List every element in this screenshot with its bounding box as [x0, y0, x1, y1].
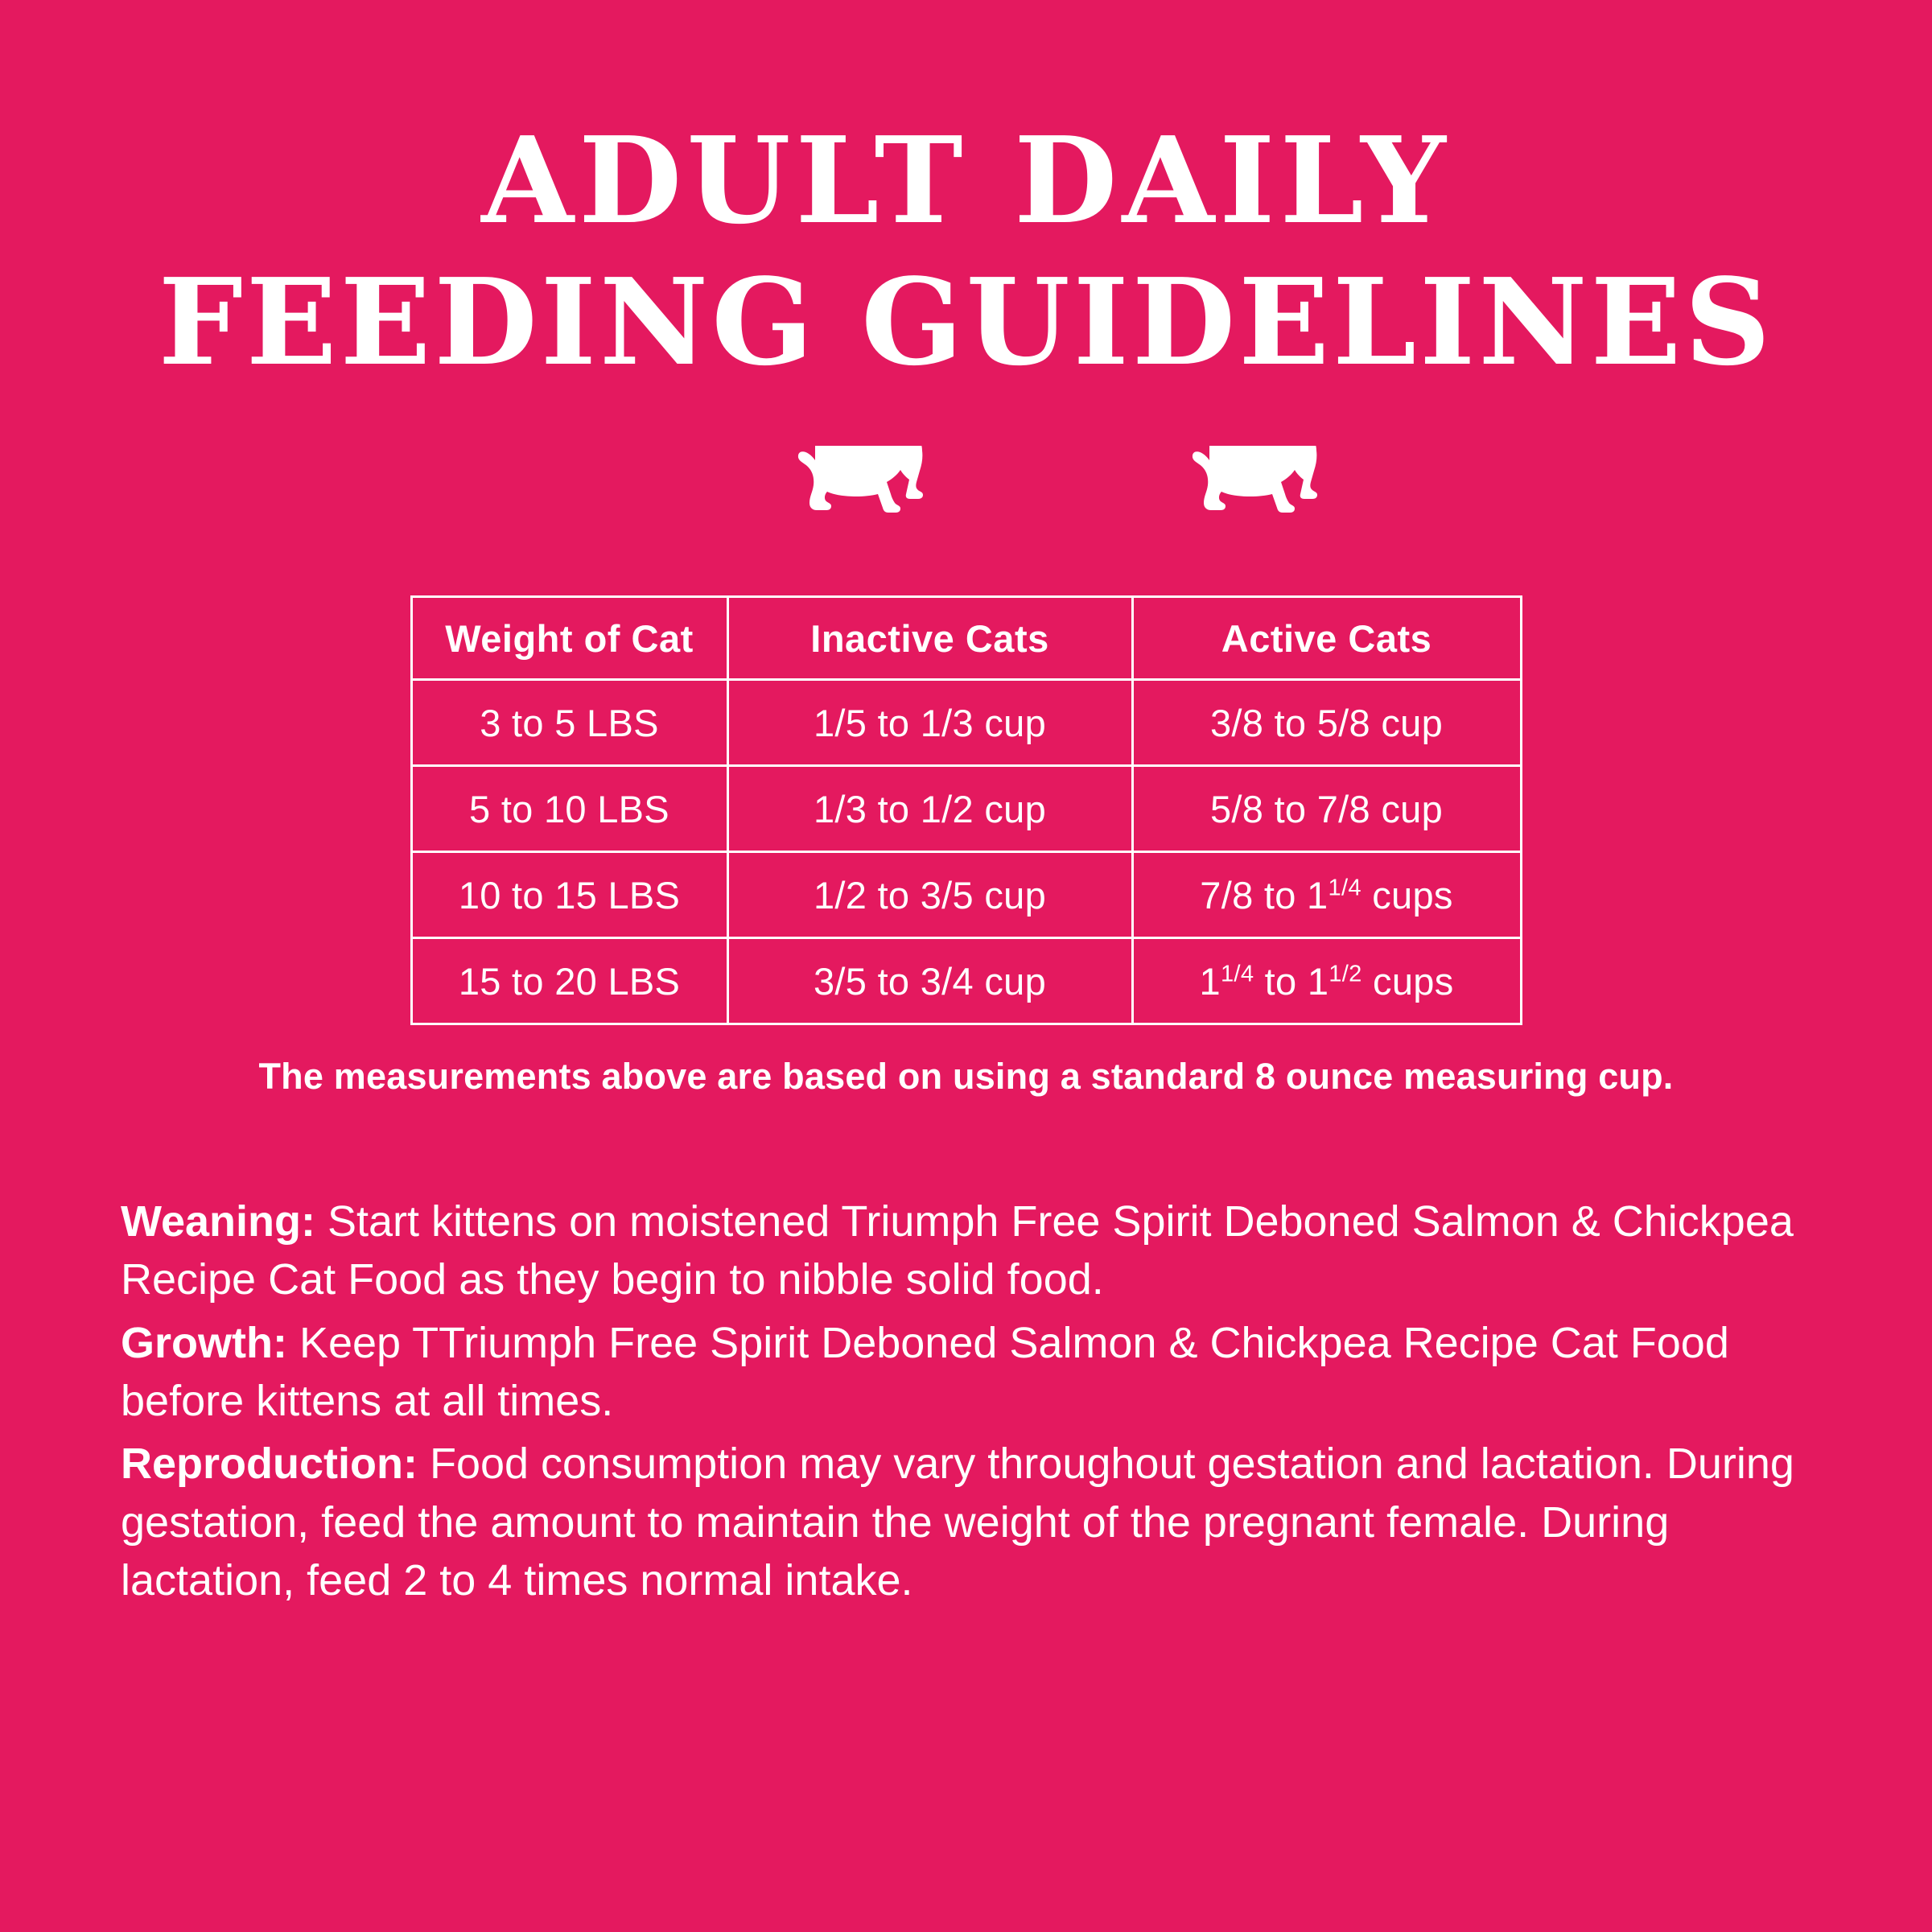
table-row: [411, 938, 1521, 1024]
section-reproduction-label: Reproduction:: [121, 1440, 418, 1489]
cat-icon: [1192, 446, 1377, 566]
cell-active-pre: 5/8 to 7/8 cup: [1209, 787, 1444, 830]
cell-active: [1132, 938, 1521, 1024]
guidelines-sections: [121, 1193, 1810, 1610]
cell-active-post: cups: [1361, 959, 1454, 1003]
cell-active-pre: 7/8 to 1: [1200, 873, 1329, 917]
cell-active-sup1: 1/4: [1220, 960, 1254, 987]
table-row: [411, 680, 1521, 766]
table-header-active: Active Cats: [1132, 597, 1521, 680]
section-weaning-text: Start kittens on moistened Triumph Free Spirit Deboned Salmon & Chickpea Recipe Cat Food as they begin to nibble solid food.: [121, 1197, 1794, 1304]
cell-weight: 3 to 5 LBS: [411, 680, 727, 766]
cell-active: [1132, 680, 1521, 766]
cell-weight: 15 to 20 LBS: [411, 938, 727, 1024]
cell-inactive: 3/5 to 3/4 cup: [727, 938, 1132, 1024]
section-growth-text: Keep TTriumph Free Spirit Deboned Salmon & Chickpea Recipe Cat Food before kittens at all times.: [121, 1318, 1729, 1426]
table-header-inactive: Inactive Cats: [727, 597, 1132, 680]
section-reproduction: [121, 1435, 1810, 1609]
cell-inactive: 1/5 to 1/3 cup: [727, 680, 1132, 766]
cell-active: [1132, 852, 1521, 938]
table-header-weight: Weight of Cat: [411, 597, 727, 680]
table-row: [411, 852, 1521, 938]
page-title-line-2: FEEDING GUIDELINES: [158, 252, 1774, 392]
table-row: [411, 766, 1521, 852]
feeding-table: [410, 595, 1522, 1025]
page-title-line-1: ADULT DAILY: [481, 110, 1451, 250]
cell-inactive: 1/3 to 1/2 cup: [727, 766, 1132, 852]
section-growth-label: Growth:: [121, 1318, 287, 1367]
cat-illustrations: [241, 446, 1932, 566]
measurement-note: The measurements above are based on using a standard 8 ounce measuring cup.: [258, 1056, 1674, 1097]
section-weaning: [121, 1193, 1810, 1309]
cell-inactive: 1/2 to 3/5 cup: [727, 852, 1132, 938]
cell-active-sup2: 1/2: [1329, 960, 1362, 987]
cell-active-sup1: 1/4: [1328, 874, 1361, 900]
section-weaning-label: Weaning:: [121, 1197, 315, 1246]
feeding-table-wrapper: [0, 595, 1932, 1025]
cell-active: [1132, 766, 1521, 852]
cell-weight: 10 to 15 LBS: [411, 852, 727, 938]
section-growth: [121, 1314, 1810, 1431]
section-reproduction-text: Food consumption may vary throughout gestation and lactation. During gestation, feed the amount to maintain the weight of the pregnant female. During lactation, feed 2 to 4 times normal intake.: [121, 1440, 1794, 1605]
cell-active-mid: cups: [1361, 873, 1453, 917]
table-header-row: [411, 597, 1521, 680]
cell-active-pre: 3/8 to 5/8 cup: [1209, 701, 1444, 744]
cell-active-pre: 1: [1199, 959, 1221, 1003]
cell-weight: 5 to 10 LBS: [411, 766, 727, 852]
page-title: [0, 0, 1932, 392]
cat-icon: [797, 446, 982, 566]
cell-active-mid: to 1: [1254, 959, 1329, 1003]
